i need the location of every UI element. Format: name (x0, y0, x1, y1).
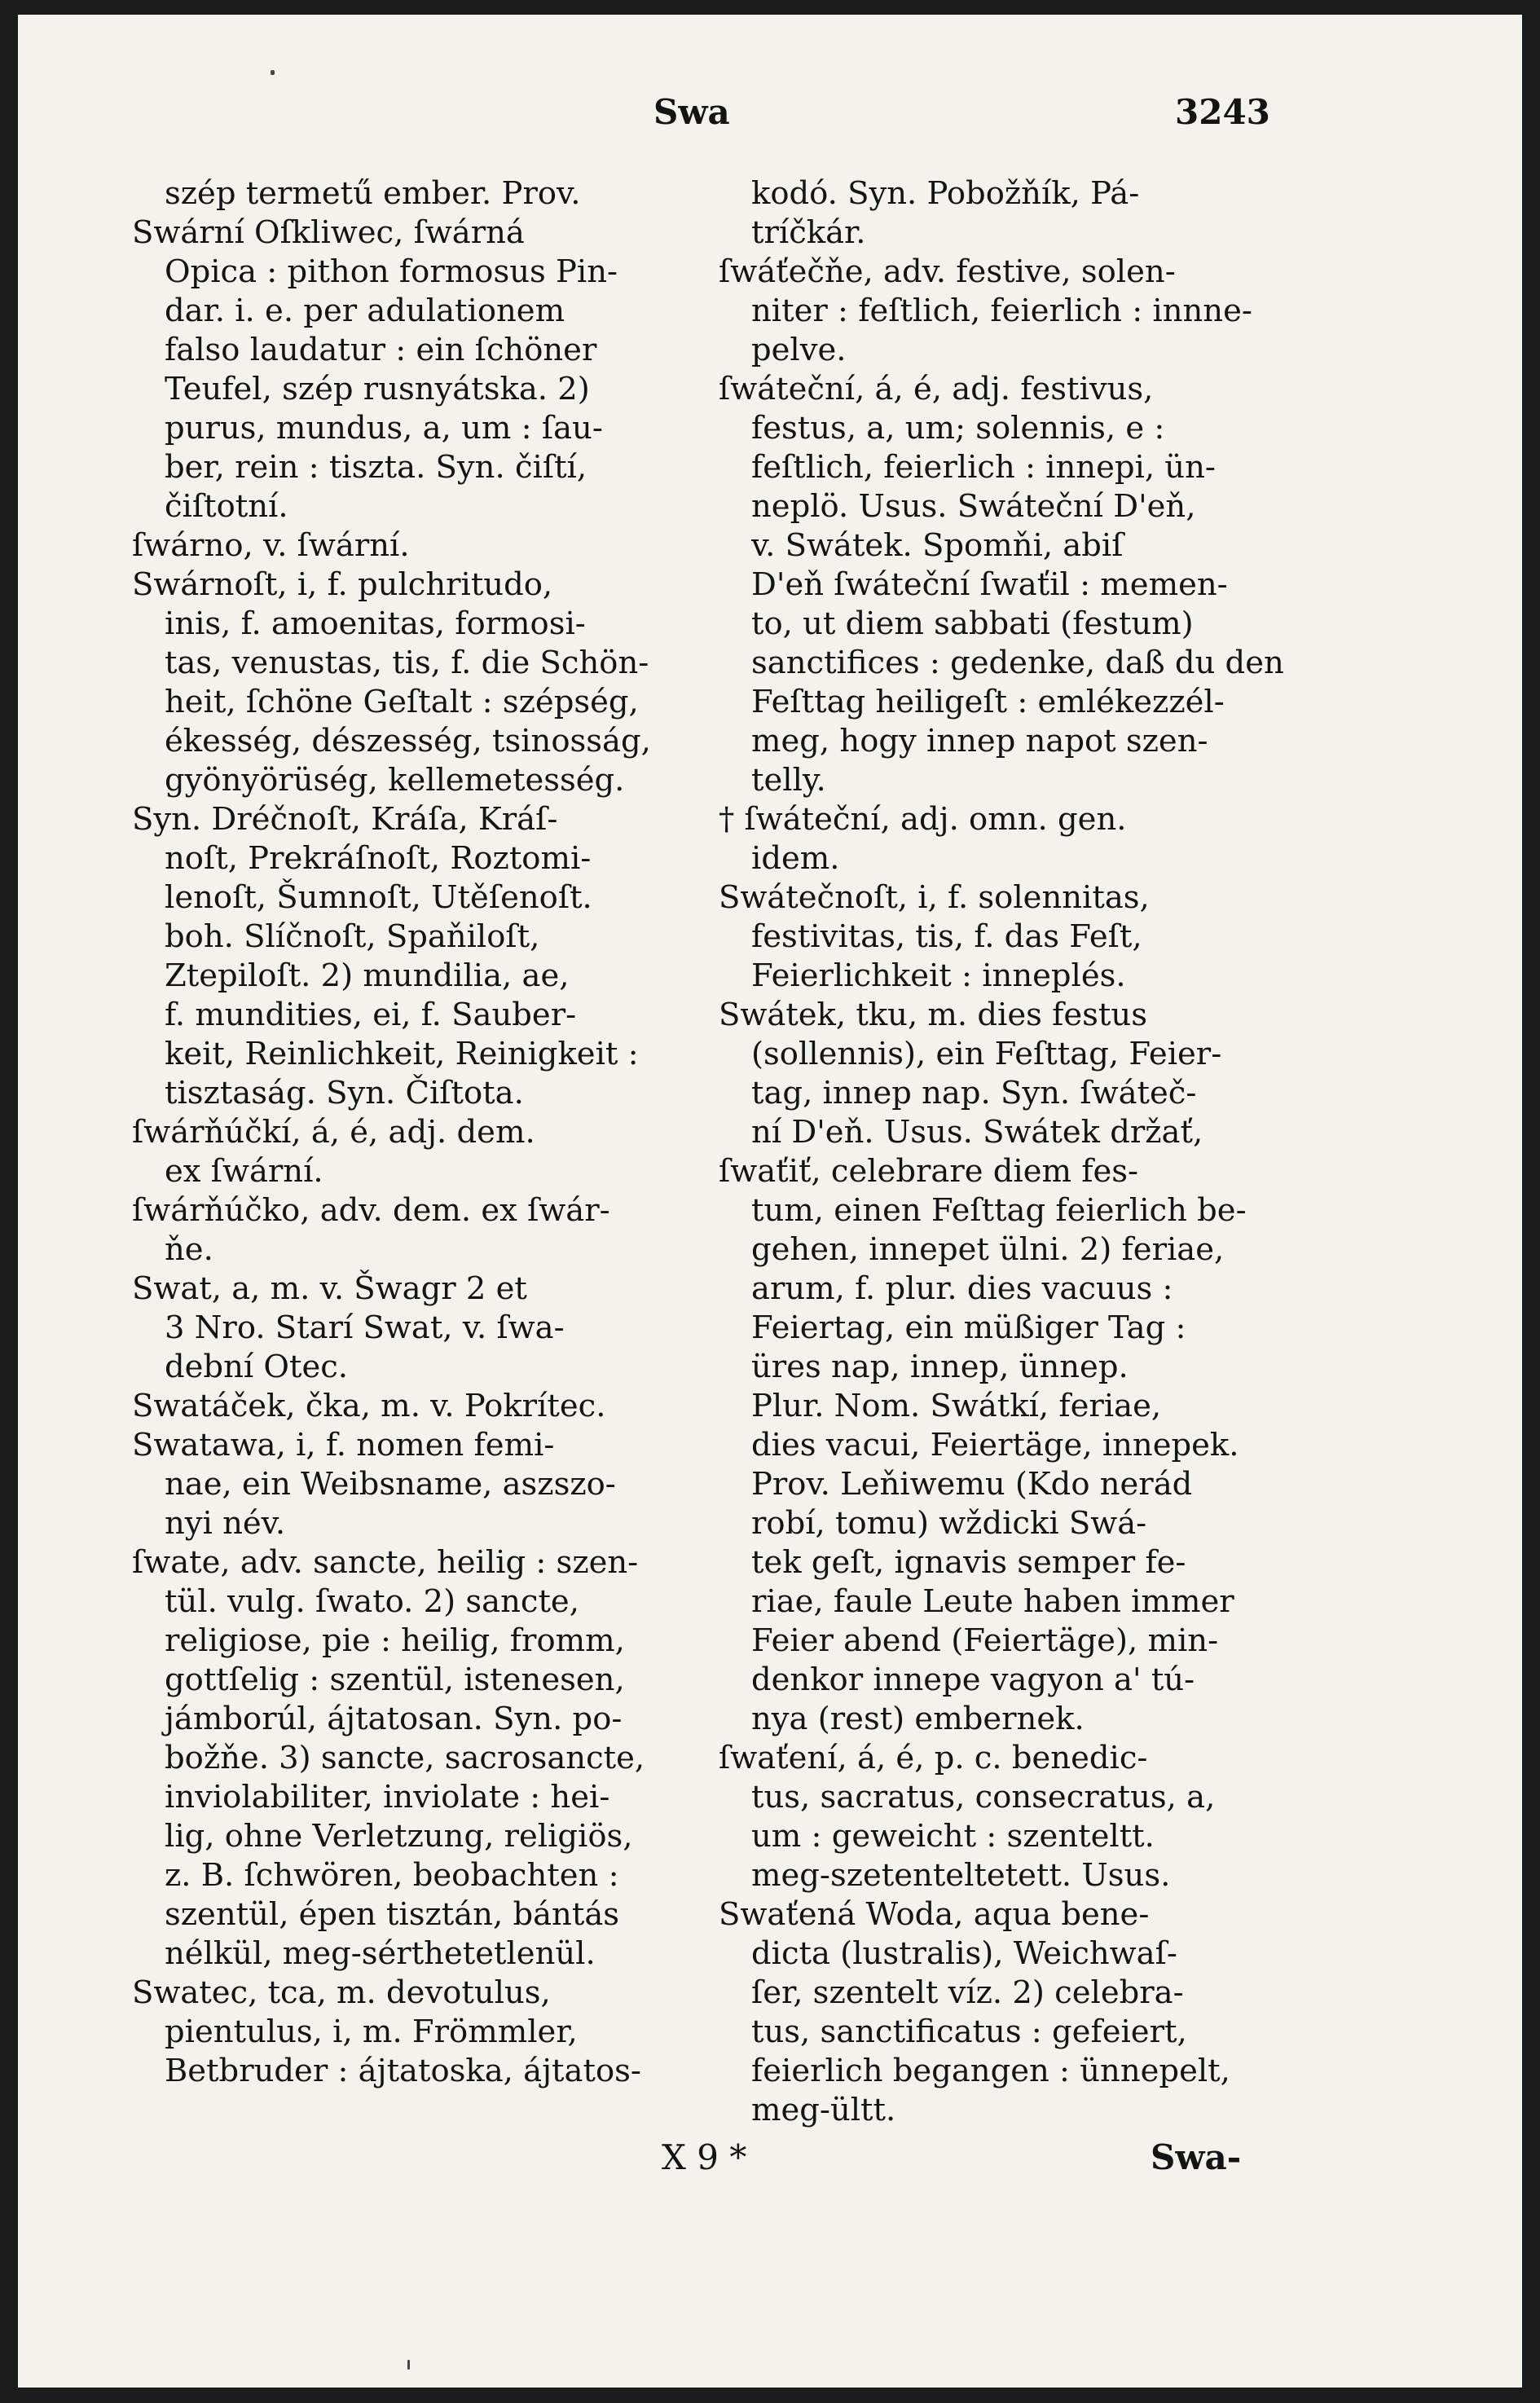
dictionary-line: heit, ſchöne Geſtalt : szépség, (165, 684, 639, 720)
dictionary-line: meg, hogy innep napot szen- (751, 723, 1208, 759)
dictionary-line: ex ſwární. (165, 1153, 323, 1190)
dictionary-line: szép termetű ember. Prov. (165, 175, 581, 212)
dictionary-line: religiose, pie : heilig, fromm, (165, 1622, 625, 1659)
dictionary-line: robí, tomu) wždicki Swá- (751, 1505, 1147, 1542)
dictionary-line: Swatáček, čka, m. v. Pokrítec. (132, 1388, 606, 1424)
printer-signature: X 9 * (662, 2137, 747, 2177)
dictionary-line: ſwárňúčko, adv. dem. ex ſwár- (132, 1192, 610, 1229)
dictionary-line: ſer, szentelt víz. 2) celebra- (751, 1974, 1184, 2011)
dictionary-line: festivitas, tis, f. das Feſt, (751, 918, 1142, 955)
dictionary-line: dies vacui, Feiertäge, innepek. (751, 1427, 1239, 1463)
dictionary-page (18, 15, 1522, 2388)
dictionary-line: f. mundities, ei, f. Sauber- (165, 997, 577, 1033)
dictionary-line: keit, Reinlichkeit, Reinigkeit : (165, 1036, 639, 1072)
dictionary-line: boh. Slíčnoſt, Spaňiloſt, (165, 918, 540, 955)
dictionary-line: z. B. ſchwören, beobachten : (165, 1857, 619, 1894)
dictionary-line: gehen, innepet ülni. 2) feriae, (751, 1231, 1225, 1268)
dictionary-line: riae, faule Leute haben immer (751, 1583, 1234, 1620)
dictionary-line: inviolabiliter, inviolate : hei- (165, 1779, 610, 1815)
dictionary-line: ſwate, adv. sancte, heilig : szen- (132, 1544, 639, 1581)
dictionary-line: purus, mundus, a, um : ſau- (165, 410, 603, 447)
dictionary-line: szentül, épen tisztán, bántás (165, 1896, 620, 1933)
dictionary-line: kodó. Syn. Pobožňík, Pá- (751, 175, 1140, 212)
page-number: 3243 (1175, 92, 1270, 132)
dictionary-line: ſwárňúčkí, á, é, adj. dem. (132, 1114, 535, 1151)
dictionary-line: Teufel, szép rusnyátska. 2) (165, 371, 590, 407)
dictionary-line: Swárnoſt, i, f. pulchritudo, (132, 566, 553, 603)
dictionary-line: arum, f. plur. dies vacuus : (751, 1270, 1173, 1307)
dictionary-line: ňe. (165, 1231, 213, 1268)
dictionary-line: ſwáteční, á, é, adj. festivus, (719, 371, 1154, 407)
dictionary-line: ber, rein : tiszta. Syn. čiſtí, (165, 449, 587, 486)
dictionary-line: Swaťená Woda, aqua bene- (719, 1896, 1150, 1933)
running-head: Swa (653, 92, 730, 132)
dictionary-line: Swatec, tca, m. devotulus, (132, 1974, 551, 2011)
dictionary-line: feierlich begangen : ünnepelt, (751, 2053, 1230, 2089)
dictionary-line: tus, sacratus, consecratus, a, (751, 1779, 1216, 1815)
dictionary-line: † ſwáteční, adj. omn. gen. (719, 801, 1127, 838)
dictionary-line: ſwáťečňe, adv. festive, solen- (719, 253, 1176, 290)
dictionary-line: noſt, Prekráſnoſt, Roztomi- (165, 840, 592, 877)
dictionary-line: čiſtotní. (165, 488, 288, 525)
left-column (132, 174, 719, 2091)
dictionary-line: üres nap, innep, ünnep. (751, 1349, 1129, 1385)
dictionary-line: Opica : pithon formosus Pin- (165, 253, 618, 290)
dictionary-line: tül. vulg. ſwato. 2) sancte, (165, 1583, 579, 1620)
dictionary-line: Swatawa, i, f. nomen femi- (132, 1427, 555, 1463)
dictionary-line: gyönyörüség, kellemetesség. (165, 762, 625, 799)
dictionary-line: meg-ültt. (751, 2092, 896, 2128)
dictionary-line: denkor innepe vagyon a' tú- (751, 1661, 1195, 1698)
dictionary-line: falso laudatur : ein ſchöner (165, 332, 597, 368)
dictionary-line: Swat, a, m. v. Šwagr 2 et (132, 1270, 527, 1307)
dictionary-line: Betbruder : ájtatoska, ájtatos- (165, 2053, 641, 2089)
dictionary-line: to, ut diem sabbati (festum) (751, 605, 1194, 642)
print-speck (407, 2360, 410, 2370)
dictionary-line: dicta (lustralis), Weichwaſ- (751, 1935, 1177, 1972)
dictionary-line: telly. (751, 762, 826, 799)
dictionary-line: gottſelig : szentül, istenesen, (165, 1661, 625, 1698)
dictionary-line: nyi név. (165, 1505, 286, 1542)
dictionary-line: Swární Oſkliwec, ſwárná (132, 214, 525, 251)
dictionary-line: Plur. Nom. Swátkí, feriae, (751, 1388, 1162, 1424)
dictionary-line: pelve. (751, 332, 847, 368)
right-column (719, 174, 1305, 2130)
dictionary-line: Swátek, tku, m. dies festus (719, 997, 1147, 1033)
dictionary-line: tek geſt, ignavis semper fe- (751, 1544, 1186, 1581)
dictionary-line: feſtlich, feierlich : innepi, ün- (751, 449, 1216, 486)
dictionary-line: dar. i. e. per adulationem (165, 293, 565, 329)
dictionary-line: Syn. Dréčnoſt, Kráſa, Kráſ- (132, 801, 558, 838)
dictionary-line: nélkül, meg-sérthetetlenül. (165, 1935, 596, 1972)
print-speck (271, 70, 275, 75)
dictionary-line: tum, einen Feſttag feierlich be- (751, 1192, 1247, 1229)
dictionary-line: Ztepiloſt. 2) mundilia, ae, (165, 957, 570, 994)
dictionary-line: jámborúl, ájtatosan. Syn. po- (165, 1701, 623, 1737)
dictionary-line: nya (rest) embernek. (751, 1701, 1085, 1737)
dictionary-line: tisztaság. Syn. Čiſtota. (165, 1075, 524, 1111)
dictionary-line: ſwaťiť, celebrare diem fes- (719, 1153, 1139, 1190)
dictionary-line: tus, sanctificatus : gefeiert, (751, 2014, 1187, 2050)
dictionary-line: lenoſt, Šumnoſt, Utěſenoſt. (165, 879, 592, 916)
dictionary-line: lig, ohne Verletzung, religiös, (165, 1818, 633, 1855)
dictionary-line: ſwárno, v. ſwární. (132, 527, 410, 564)
dictionary-line: ſwaťení, á, é, p. c. benedic- (719, 1740, 1148, 1776)
dictionary-line: tag, innep nap. Syn. ſwáteč- (751, 1075, 1197, 1111)
dictionary-line: Feiertag, ein müßiger Tag : (751, 1309, 1186, 1346)
dictionary-line: pientulus, i, m. Frömmler, (165, 2014, 578, 2050)
dictionary-line: inis, f. amoenitas, formosi- (165, 605, 586, 642)
dictionary-line: (sollennis), ein Feſttag, Feier- (751, 1036, 1222, 1072)
dictionary-line: tríčkár. (751, 214, 866, 251)
dictionary-line: ní D'eň. Usus. Swátek držať, (751, 1114, 1203, 1151)
dictionary-line: um : geweicht : szenteltt. (751, 1818, 1155, 1855)
dictionary-line: D'eň ſwáteční ſwaťil : memen- (751, 566, 1228, 603)
dictionary-line: neplö. Usus. Swáteční D'eň, (751, 488, 1196, 525)
catchword: Swa- (1151, 2137, 1242, 2177)
dictionary-line: festus, a, um; solennis, e : (751, 410, 1165, 447)
dictionary-line: ékesség, dészesség, tsinosság, (165, 723, 651, 759)
dictionary-line: sanctifices : gedenke, daß du den (751, 645, 1284, 681)
dictionary-line: meg-szetenteltetett. Usus. (751, 1857, 1171, 1894)
dictionary-line: tas, venustas, tis, f. die Schön- (165, 645, 649, 681)
dictionary-line: Feierlichkeit : inneplés. (751, 957, 1126, 994)
dictionary-line: Prov. Leňiwemu (Kdo nerád (751, 1466, 1193, 1503)
dictionary-line: Feier abend (Feiertäge), min- (751, 1622, 1219, 1659)
dictionary-line: nae, ein Weibsname, aszszo- (165, 1466, 616, 1503)
dictionary-line: dební Otec. (165, 1349, 349, 1385)
dictionary-line: 3 Nro. Starí Swat, v. ſwa- (165, 1309, 565, 1346)
dictionary-line: v. Swátek. Spomňi, abiſ (751, 527, 1124, 564)
dictionary-line: Feſttag heiligeſt : emlékezzél- (751, 684, 1225, 720)
dictionary-line: idem. (751, 840, 840, 877)
dictionary-line: niter : feſtlich, feierlich : innne- (751, 293, 1252, 329)
dictionary-line: Swátečnoſt, i, f. solennitas, (719, 879, 1150, 916)
dictionary-line: božňe. 3) sancte, sacrosancte, (165, 1740, 645, 1776)
